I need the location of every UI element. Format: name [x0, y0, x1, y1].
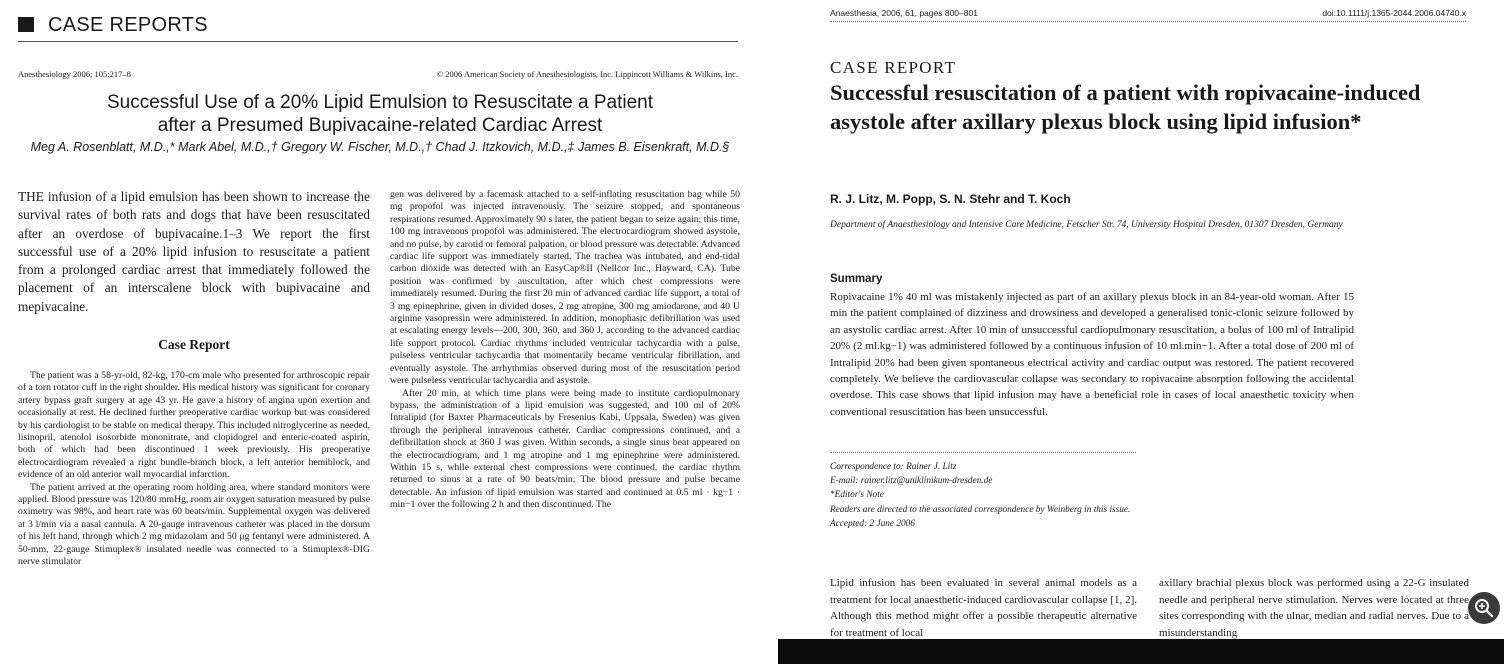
affiliation: Department of Anaesthesiology and Intensive Care Medicine, Fetscher Str. 74, University Hospital Dresden, 01307 Dresden, Germany — [830, 220, 1343, 230]
section-label: CASE REPORTS — [18, 14, 208, 37]
title-line-2: after a Presumed Bupivacaine-related Cardiac Arrest — [157, 115, 603, 136]
bottom-toolbar — [778, 639, 1504, 664]
author-list: R. J. Litz, M. Popp, S. N. Stehr and T. Koch — [830, 192, 1071, 206]
body-column-2: axillary brachial plexus block was performed using a 22-G insulated needle and peripheral nerve stimulation. Nerves were located at three sites corresponding with the ulnar, median and radial nerves. Due to a misunderstanding — [1159, 577, 1469, 639]
doi-link[interactable]: doi:10.1111/j.1365-2044.2006.04740.x — [1322, 8, 1466, 18]
case-report-heading: Case Report — [158, 337, 230, 352]
body-paragraph: The patient was a 58-yr-old, 82-kg, 170-cm male who presented for arthroscopic repair of a torn rotator cuff in the right shoulder. His medical history was significant for coronary artery bypass graft surgery at age 43 yr. He gave a history of angina upon exertion and occasionally at rest. He declined further preoperative cardiac workup but was considered by his cardiologist to be stable on medical therapy. This included nitroglycerine as needed, lisinopril, atenolol isosorbide mononitrate, and clopidogrel and enteric-coated aspirin, both of which had been discontinued 1 week previously. His preoperative electrocardiogram revealed a right bundle-branch block, a left anterior hemiblock, and evidence of an old anterior wall myocardial infarction. — [18, 370, 370, 481]
header-rule — [18, 41, 738, 42]
zoom-button[interactable] — [1468, 592, 1500, 624]
running-header-citation: Anaesthesia, 2006, 61, pages 800–801 — [830, 8, 978, 18]
accepted-date: Accepted: 2 June 2006 — [830, 518, 915, 529]
correspondence-line: Correspondence to: Rainer J. Litz — [830, 462, 957, 472]
summary-heading: Summary — [830, 273, 883, 285]
body-column-2 — [390, 189, 740, 512]
article-title — [40, 91, 720, 137]
journal-citation: Anesthesiology 2006; 105:217–8 — [18, 69, 131, 79]
section-square-icon — [18, 17, 34, 32]
correspondence-block — [830, 460, 1170, 531]
author-list: Meg A. Rosenblatt, M.D.,* Mark Abel, M.D.,† Gregory W. Fischer, M.D.,† Chad J. Itzkovich, M.D.,‡ James B. Eisenkraft, M.D.§ — [30, 140, 730, 154]
email-line: E-mail: rainer.litz@uniklinikum-dresden.de — [830, 476, 993, 487]
intro-paragraph: THE infusion of a lipid emulsion has been shown to increase the survival rates of both rats and dogs that have been resuscitated after an overdose of bupivacaine.1–3 We report the first successful use of a 20% lipid infusion to resuscitate a patient from a prolonged cardiac arrest that immediately followed the placement of an interscalene block with bupivacaine and mepivacaine. — [18, 189, 370, 314]
footnote-divider — [830, 452, 1136, 453]
section-label: CASE REPORT — [830, 58, 957, 77]
article-title: Successful resuscitation of a patient with ropivacaine-induced asystole after axillary plexus block using lipid infusion* — [830, 80, 1421, 134]
readers-note: Readers are directed to the associated correspondence by Weinberg in this issue. — [830, 504, 1131, 515]
body-paragraph: gen was delivered by a facemask attached to a self-inflating resuscitation bag while 50 mg propofol was injected intravenously. The seizure stopped, and spontaneous respirations resumed. Approximately 90 s later, the patient began to seize again; this time, 100 mg intravenous propofol was administered. The electrocardiogram showed asystole, and no pulse, by carotid or femoral palpation, or blood pressure was detectable. Advanced cardiac life support was immediately started. The trachea was intubated, and end-tidal carbon dioxide was detected with an EasyCap®II (Nellcor Inc., Hayward, CA). Tube position was confirmed by auscultation, after which chest compressions were immediately resumed. During the first 20 min of advanced cardiac life support, a total of 3 mg epinephrine, given in divided doses, 2 mg atropine, 300 mg amiodarone, and 40 U arginine vasopressin were administered. In addition, monophasic defibrillation was used at escalating energy levels—200, 300, 360, and 360 J, according to the advanced cardiac life support protocol. Cardiac rhythms included ventricular tachycardia with a pulse, pulseless ventricular tachycardia that momentarily became ventricular fibrillation, and eventually asystole. The arrhythmias observed during most of the resuscitation period were pulseless ventricular tachycardia and asystole. — [390, 189, 740, 387]
zoom-in-icon — [1474, 598, 1494, 618]
right-article-page — [778, 0, 1504, 664]
summary-text: Ropivacaine 1% 40 ml was mistakenly injected as part of an axillary plexus block in an 84-year-old woman. After 15 min the patient complained of dizziness and drowsiness and developed a generalised tonic-clonic seizure followed by an asystolic cardiac arrest. After 10 min of unsuccessful cardiopulmonary resuscitation, a bolus of 100 ml of Intralipid 20% (2 ml.kg−1) was administered followed by a continuous infusion of 10 ml.min−1. After a total dose of 200 ml of Intralipid 20% had been given spontaneous electrical activity and cardiac output was restored. The patient recovered completely. We believe the cardiovascular collapse was secondary to ropivacaine absorption following the accidental overdose. This case shows that lipid infusion may have a beneficial role in cases of local anaesthetic toxicity when conventional resuscitation has been unsuccessful. — [830, 291, 1354, 418]
body-column-1: Lipid infusion has been evaluated in several animal models as a treatment for local anaesthetic-induced cardiovascular collapse [1, 2]. Although this method might offer a possible therapeutic alternative for treatment of local — [830, 577, 1137, 639]
header-divider — [830, 21, 1466, 22]
body-paragraph: The patient arrived at the operating room holding area, where standard monitors were applied. Blood pressure was 120/80 mmHg, room air oxygen saturation measured by pulse oximetry was 98%, and heart rate was 60 beats/min. Supplemental oxygen was delivered at 3 l/min via a nasal cannula. A 20-gauge intravenous catheter was placed in the dorsum of his left hand, through which 2 mg midazolam and 50 μg fentanyl were administered. A 50-mm, 22-gauge Stimuplex® insulated needle was connected to a Stimuplex®-DIG nerve stimulator — [18, 481, 370, 568]
body-paragraph: After 20 min, at which time plans were being made to institute cardiopulmonary bypass, the administration of a lipid emulsion was suggested, and 100 ml of 20% Intralipid (for Baxter Pharmaceuticals by Fresenius Kabi, Uppsala, Sweden) was given through the peripheral intravenous catheter. Cardiac compressions continued, and a defibrillation shock at 360 J was given. Within seconds, a single sinus beat appeared on the electrocardiogram, and 1 mg atropine and 1 mg epinephrine were administered. Within 15 s, while external chest compressions were continued, the cardiac rhythm returned to sinus at a rate of 90 beats/min. The blood pressure and pulse became detectable. An infusion of lipid emulsion was started and continued at 0.5 ml · kg−1 · min−1 over the following 2 h and then discontinued. The — [390, 387, 740, 511]
body-column-1 — [18, 370, 370, 569]
copyright-line: © 2006 American Society of Anesthesiologists, Inc. Lippincott Williams & Wilkins, Inc. — [436, 69, 738, 79]
title-line-1: Successful Use of a 20% Lipid Emulsion to Resuscitate a Patient — [106, 92, 653, 113]
editor-note: *Editor's Note — [830, 490, 884, 501]
